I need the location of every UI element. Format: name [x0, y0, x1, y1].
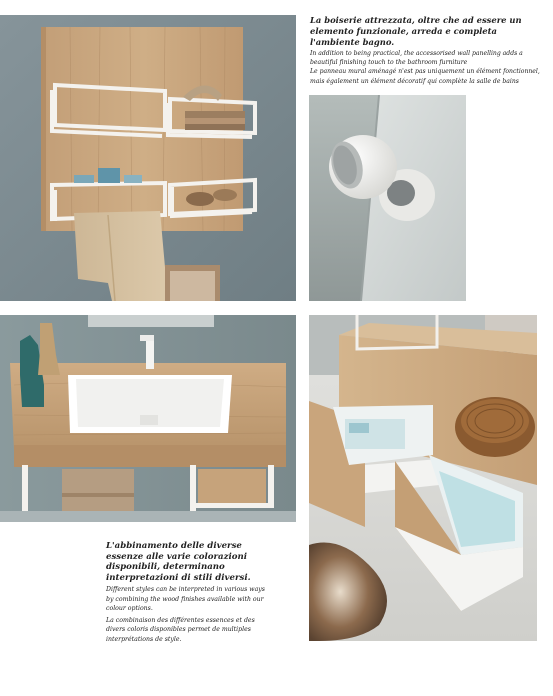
top-caption-italian: La boiserie attrezzata, oltre che ad essere un elemento funzionale, arreda e completa l'ambiente bagno. [310, 15, 522, 48]
bottom-caption-french: La combinaison des différentes essences et des divers coloris disponibles permet de multiples interprétations de style. [106, 616, 255, 643]
bottom-caption [106, 541, 266, 644]
open-drawers-photo [309, 315, 537, 641]
bottom-caption-italian: L'abbinamento delle diverse essenze alle varie colorazioni disponibili, determinano interpretazioni di stili diversi. [106, 541, 251, 583]
bottom-caption-english: Different styles can be interpreted in various ways by combining the wood finishes available with our colour options. [106, 586, 265, 613]
wall-panel-shelves-photo [0, 15, 296, 301]
top-caption [310, 15, 546, 86]
wall-light-mirror-photo [309, 95, 466, 301]
top-caption-english: In addition to being practical, the accessorised wall panelling adds a beautiful finishing touch to the bathroom furniture [310, 49, 523, 67]
washbasin-vanity-photo [0, 315, 296, 522]
top-caption-french: Le panneau mural aménagé n'est pas uniquement un élément fonctionnel, mais également un élément décoratif qui complète la salle de bains [310, 68, 540, 85]
